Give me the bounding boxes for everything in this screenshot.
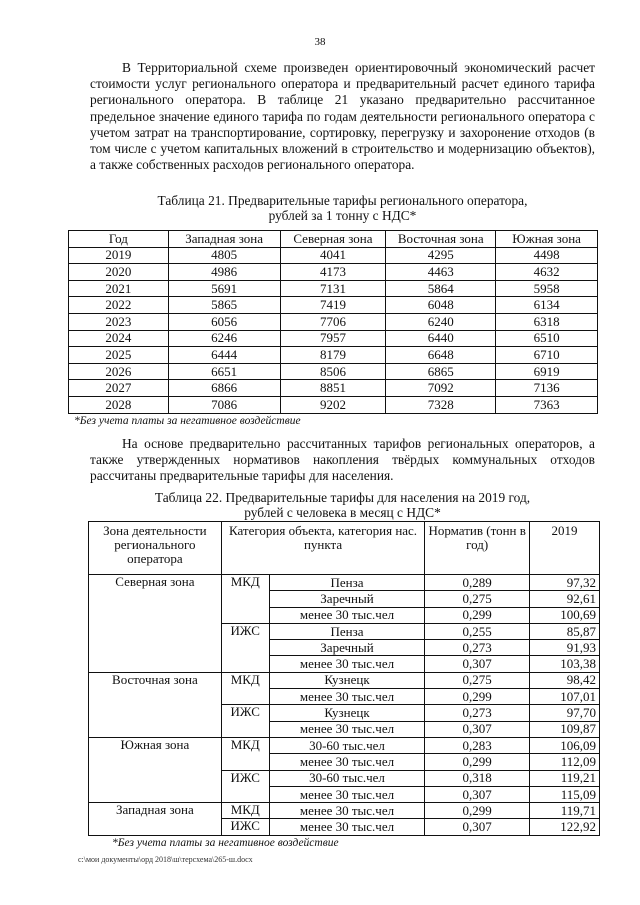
tariff-cell: 9202 [280, 396, 386, 413]
tariff-cell: 6648 [386, 347, 496, 364]
tariff-cell: 6048 [386, 297, 496, 314]
table-row [69, 313, 598, 330]
tariff-cell: 91,93 [530, 640, 600, 656]
tariff-cell: 122,92 [530, 819, 600, 835]
zone-name-cell: Северная зона [89, 575, 222, 673]
tariff-cell: 6710 [496, 347, 598, 364]
norm-cell: 0,318 [425, 770, 530, 786]
tariff-cell: 7131 [280, 280, 386, 297]
table-row [69, 380, 598, 397]
tariff-cell: 119,71 [530, 803, 600, 819]
tariff-cell: 119,21 [530, 770, 600, 786]
table-row [69, 297, 598, 314]
table22-header-row [89, 522, 600, 575]
tariff-cell: 8851 [280, 380, 386, 397]
tariff-cell: 6865 [386, 363, 496, 380]
settlement-cell: менее 30 тыс.чел [269, 786, 425, 802]
object-category-cell: МКД [221, 737, 269, 770]
tariff-table-21 [68, 230, 598, 414]
tariff-cell: 107,01 [530, 689, 600, 705]
tariff-cell: 4173 [280, 264, 386, 281]
norm-cell: 0,307 [425, 819, 530, 835]
tariff-cell: 92,61 [530, 591, 600, 607]
table21-header-cell: Восточная зона [386, 231, 496, 248]
tariff-cell: 5691 [168, 280, 280, 297]
header-norm: Норматив (тонн в год) [425, 522, 530, 575]
norm-cell: 0,299 [425, 607, 530, 623]
tariff-cell: 7363 [496, 396, 598, 413]
tariff-cell: 4295 [386, 247, 496, 264]
tariff-cell: 6134 [496, 297, 598, 314]
settlement-cell: Заречный [269, 591, 425, 607]
table-row [89, 803, 600, 819]
year-cell: 2024 [69, 330, 169, 347]
norm-cell: 0,275 [425, 591, 530, 607]
settlement-cell: менее 30 тыс.чел [269, 656, 425, 672]
tariff-cell: 98,42 [530, 672, 600, 688]
object-category-cell: ИЖС [221, 705, 269, 738]
header-year: 2019 [530, 522, 600, 575]
table-row [89, 737, 600, 753]
tariff-cell: 6919 [496, 363, 598, 380]
header-category: Категория объекта, категория нас. пункта [221, 522, 425, 575]
zone-name-cell: Западная зона [89, 803, 222, 836]
norm-cell: 0,299 [425, 689, 530, 705]
tariff-cell: 6440 [386, 330, 496, 347]
tariff-cell: 4986 [168, 264, 280, 281]
settlement-cell: Пенза [269, 575, 425, 591]
norm-cell: 0,283 [425, 737, 530, 753]
table21-footnote: *Без учета платы за негативное воздействие [74, 415, 301, 427]
tariff-cell: 4805 [168, 247, 280, 264]
tariff-cell: 4632 [496, 264, 598, 281]
year-cell: 2025 [69, 347, 169, 364]
norm-cell: 0,307 [425, 721, 530, 737]
tariff-cell: 97,70 [530, 705, 600, 721]
table-row [69, 396, 598, 413]
norm-cell: 0,299 [425, 803, 530, 819]
tariff-cell: 5864 [386, 280, 496, 297]
tariff-cell: 112,09 [530, 754, 600, 770]
header-zone: Зона деятельности регионального оператора [89, 522, 222, 575]
tariff-cell: 6510 [496, 330, 598, 347]
year-cell: 2027 [69, 380, 169, 397]
table22-caption [90, 490, 595, 520]
settlement-cell: менее 30 тыс.чел [269, 689, 425, 705]
table21-header-row [69, 231, 598, 248]
table21-header-cell: Западная зона [168, 231, 280, 248]
tariff-cell: 6246 [168, 330, 280, 347]
settlement-cell: менее 30 тыс.чел [269, 721, 425, 737]
tariff-cell: 115,09 [530, 786, 600, 802]
year-cell: 2019 [69, 247, 169, 264]
table-row [89, 672, 600, 688]
tariff-cell: 7419 [280, 297, 386, 314]
tariff-cell: 103,38 [530, 656, 600, 672]
table-row [69, 347, 598, 364]
settlement-cell: Заречный [269, 640, 425, 656]
tariff-table-22 [88, 521, 600, 836]
norm-cell: 0,289 [425, 575, 530, 591]
table21-header-cell: Год [69, 231, 169, 248]
year-cell: 2020 [69, 264, 169, 281]
table-row [69, 247, 598, 264]
tariff-cell: 7092 [386, 380, 496, 397]
table21-caption-line1: Таблица 21. Предварительные тарифы регионального оператора, [157, 193, 528, 208]
table-row [69, 280, 598, 297]
table-row [69, 330, 598, 347]
object-category-cell: МКД [221, 575, 269, 624]
settlement-cell: менее 30 тыс.чел [269, 803, 425, 819]
norm-cell: 0,255 [425, 623, 530, 639]
tariff-cell: 4041 [280, 247, 386, 264]
table22-caption-line1: Таблица 22. Предварительные тарифы для населения на 2019 год, [154, 490, 531, 505]
tariff-cell: 6866 [168, 380, 280, 397]
tariff-cell: 97,32 [530, 575, 600, 591]
tariff-cell: 4498 [496, 247, 598, 264]
zone-name-cell: Южная зона [89, 737, 222, 802]
settlement-cell: менее 30 тыс.чел [269, 607, 425, 623]
tariff-cell: 7086 [168, 396, 280, 413]
year-cell: 2023 [69, 313, 169, 330]
settlement-cell: Кузнецк [269, 672, 425, 688]
second-paragraph: На основе предварительно рассчитанных тарифов региональных операторов, а также утвержденных нормативов накопления твёрдых коммунальных отходов рассчитаны предварительные тарифы для населения. [90, 436, 595, 484]
settlement-cell: Кузнецк [269, 705, 425, 721]
tariff-cell: 5865 [168, 297, 280, 314]
tariff-cell: 7957 [280, 330, 386, 347]
tariff-cell: 6240 [386, 313, 496, 330]
object-category-cell: ИЖС [221, 819, 269, 835]
settlement-cell: менее 30 тыс.чел [269, 754, 425, 770]
tariff-cell: 106,09 [530, 737, 600, 753]
settlement-cell: 30-60 тыс.чел [269, 737, 425, 753]
tariff-cell: 7328 [386, 396, 496, 413]
year-cell: 2021 [69, 280, 169, 297]
tariff-cell: 5958 [496, 280, 598, 297]
table22-footnote: *Без учета платы за негативное воздействие [112, 837, 339, 849]
settlement-cell: 30-60 тыс.чел [269, 770, 425, 786]
object-category-cell: МКД [221, 803, 269, 819]
object-category-cell: ИЖС [221, 623, 269, 672]
table21-header-cell: Северная зона [280, 231, 386, 248]
table-row [69, 363, 598, 380]
table21-header-cell: Южная зона [496, 231, 598, 248]
tariff-cell: 100,69 [530, 607, 600, 623]
tariff-cell: 6056 [168, 313, 280, 330]
tariff-cell: 8179 [280, 347, 386, 364]
page-number: 38 [314, 36, 326, 48]
norm-cell: 0,273 [425, 640, 530, 656]
table22-caption-line2: рублей с человека в месяц с НДС* [244, 505, 441, 520]
tariff-cell: 8506 [280, 363, 386, 380]
file-path-footer: c:\мои документы\орд 2018\ш\терсхема\265-ш.docx [78, 855, 253, 864]
table-row [89, 575, 600, 591]
year-cell: 2022 [69, 297, 169, 314]
tariff-cell: 7706 [280, 313, 386, 330]
tariff-cell: 85,87 [530, 623, 600, 639]
object-category-cell: ИЖС [221, 770, 269, 803]
tariff-cell: 6651 [168, 363, 280, 380]
norm-cell: 0,299 [425, 754, 530, 770]
table21-caption-line2: рублей за 1 тонну с НДС* [268, 208, 417, 223]
tariff-cell: 109,87 [530, 721, 600, 737]
norm-cell: 0,275 [425, 672, 530, 688]
tariff-cell: 4463 [386, 264, 496, 281]
norm-cell: 0,307 [425, 656, 530, 672]
year-cell: 2026 [69, 363, 169, 380]
settlement-cell: Пенза [269, 623, 425, 639]
tariff-cell: 6444 [168, 347, 280, 364]
tariff-cell: 6318 [496, 313, 598, 330]
table-row [69, 264, 598, 281]
intro-paragraph: В Территориальной схеме произведен ориентировочный экономический расчет стоимости услуг регионального оператора и предварительный расчет единого тарифа регионального оператора. В таблице 21 указано предварительно рассчитанное предельное значение единого тарифа по годам деятельности регионального оператора с учетом затрат на транспортирование, сортировку, перегрузку и захоронение отходов (в том числе с учетом капитальных вложений в строительство и модернизацию объектов), а также собственных расходов регионального оператора. [90, 60, 595, 173]
object-category-cell: МКД [221, 672, 269, 705]
year-cell: 2028 [69, 396, 169, 413]
norm-cell: 0,273 [425, 705, 530, 721]
settlement-cell: менее 30 тыс.чел [269, 819, 425, 835]
zone-name-cell: Восточная зона [89, 672, 222, 737]
table21-caption [90, 193, 595, 223]
tariff-cell: 7136 [496, 380, 598, 397]
norm-cell: 0,307 [425, 786, 530, 802]
